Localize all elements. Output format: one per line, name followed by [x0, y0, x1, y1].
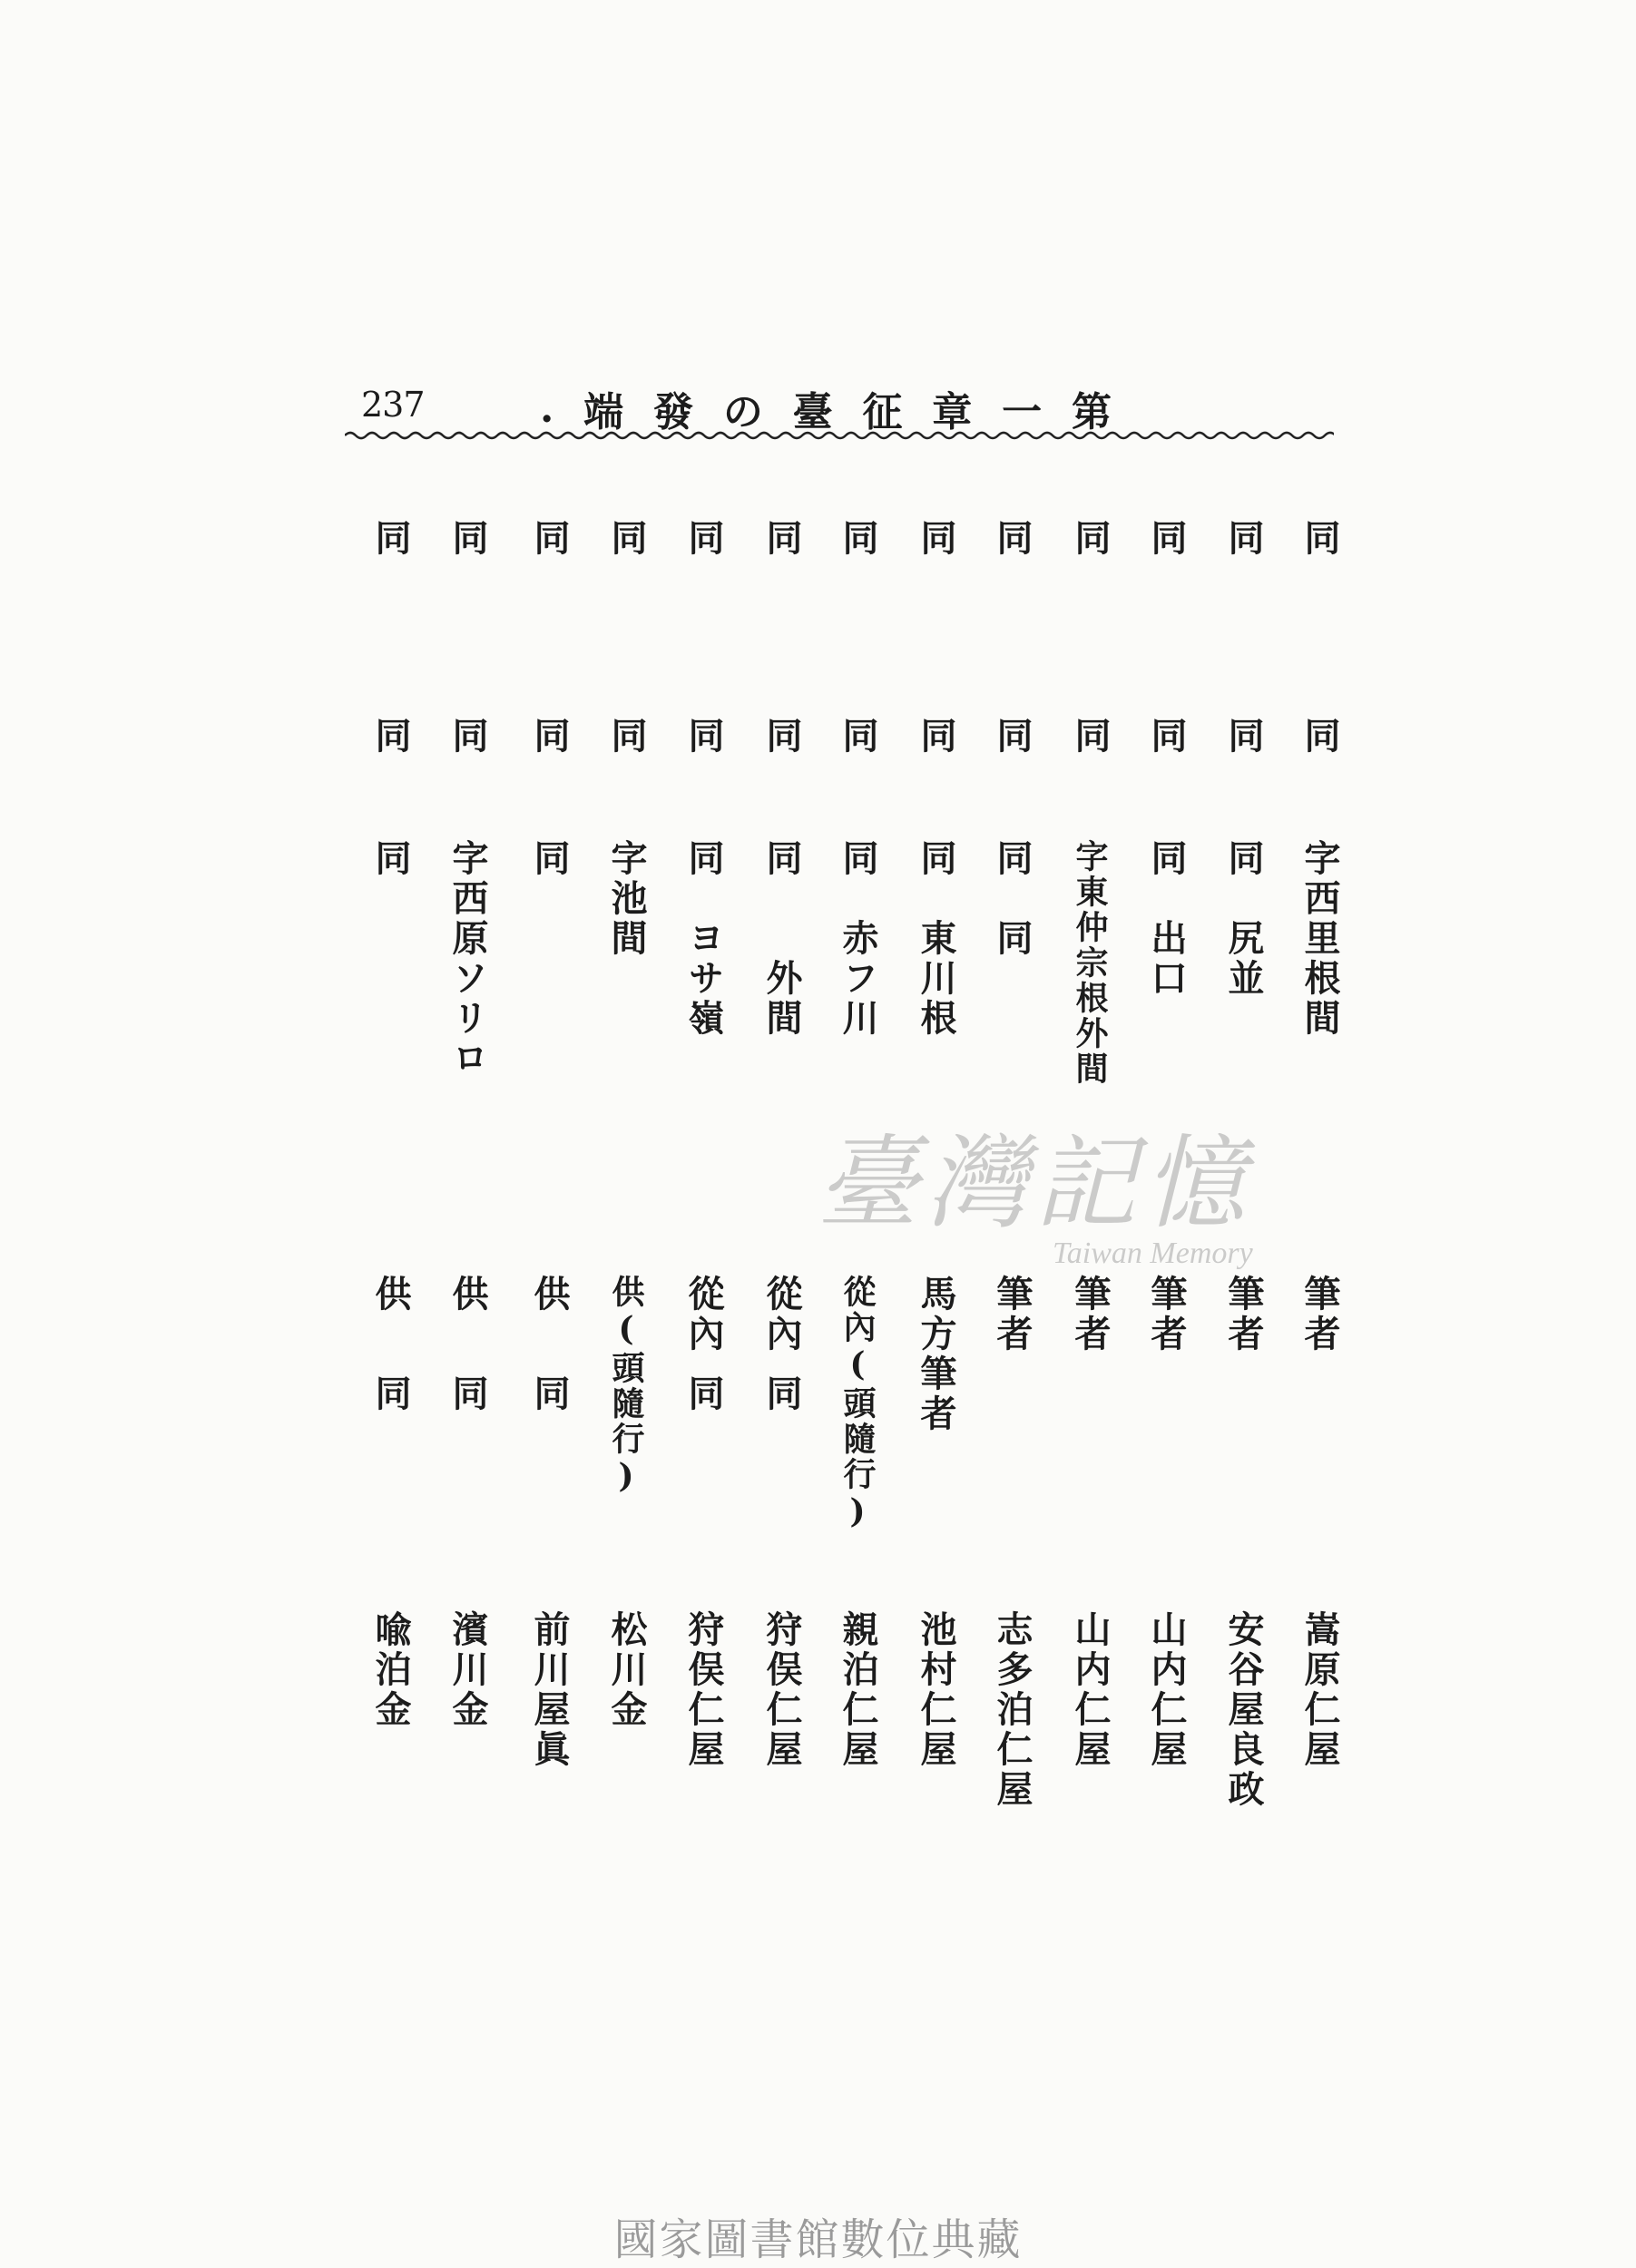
entry-village: 同	[446, 717, 489, 757]
entry-column-6	[904, 0, 967, 2268]
entry-locality: 同 同	[991, 839, 1034, 959]
entry-person-name: 喩泊金	[369, 1610, 412, 1730]
entry-person-name: 嵩原仁屋	[1298, 1610, 1341, 1770]
entry-village: 同	[682, 717, 725, 757]
entry-person-name: 山内仁屋	[1069, 1610, 1112, 1770]
entry-role: 馬方筆者	[915, 1275, 957, 1434]
entry-role: 筆者	[1069, 1275, 1112, 1354]
entry-locality: 同 東川根	[915, 839, 957, 1039]
watermark-subtitle: Taiwan Memory	[1053, 1237, 1253, 1270]
running-head-char: 發	[652, 389, 693, 435]
entry-locality: 字東仲宗根外間	[1071, 839, 1109, 1087]
entry-village: 同	[1222, 717, 1265, 757]
entry-column-4	[1058, 0, 1122, 2268]
entry-locality: 同 ヨサ嶺	[682, 839, 725, 1039]
entry-village: 同	[837, 519, 879, 559]
entry-locality: 同 外間	[760, 839, 803, 1039]
entry-person-name: 山内仁屋	[1145, 1610, 1188, 1770]
entry-role: 供	[446, 1275, 489, 1315]
entry-column-7	[826, 0, 889, 2268]
entry-column-3	[1134, 0, 1198, 2268]
entry-village: 同	[528, 519, 571, 559]
entry-village: 同	[605, 717, 648, 757]
entry-locality: 字池間	[605, 839, 648, 959]
entry-column-12	[436, 0, 499, 2268]
entry-locality: 同	[369, 839, 412, 879]
entry-locality: 同 赤フ川	[837, 839, 879, 1039]
entry-village: 同	[837, 717, 879, 757]
entry-role: 從內	[760, 1275, 803, 1354]
running-head-char: の	[722, 389, 763, 435]
entry-column-13	[358, 0, 422, 2268]
entry-locality: 字西原ソリロ	[446, 839, 489, 1079]
entry-village: 同	[528, 717, 571, 757]
watermark-title: 臺灣記憶	[817, 1125, 1252, 1243]
entry-locality: 字西里根間	[1298, 839, 1341, 1039]
running-head-char: 端	[583, 389, 624, 435]
entry-role: 筆者	[1298, 1275, 1341, 1354]
entry-role-extra: 同	[446, 1374, 489, 1414]
entry-locality: 同 尻並	[1222, 839, 1265, 999]
running-head-char: .	[540, 385, 554, 432]
entry-role: 從內(頭隨行)	[838, 1275, 877, 1533]
entry-village: 同	[1145, 519, 1188, 559]
entry-village: 同	[915, 717, 957, 757]
entry-village: 同	[1298, 519, 1341, 559]
entry-role: 供	[528, 1275, 571, 1315]
entry-person-name: 安谷屋良政	[1222, 1610, 1265, 1810]
entry-village: 同	[1222, 519, 1265, 559]
entry-column-8	[749, 0, 813, 2268]
running-head-char: 臺	[792, 389, 833, 435]
entry-role: 筆者	[991, 1275, 1034, 1354]
entry-role: 筆者	[1222, 1275, 1265, 1354]
entry-role-extra: 同	[682, 1374, 725, 1414]
entry-role: 筆者	[1145, 1275, 1188, 1354]
entry-village: 同	[915, 519, 957, 559]
entry-column-10	[594, 0, 658, 2268]
entry-locality: 同	[528, 839, 571, 879]
entry-village: 同	[760, 717, 803, 757]
page-number: 237	[361, 385, 425, 425]
entry-person-name: 濱川金	[446, 1610, 489, 1730]
entry-village: 同	[991, 717, 1034, 757]
entry-person-name: 前川屋眞	[528, 1610, 571, 1770]
entry-person-name: 狩俣仁屋	[760, 1610, 803, 1770]
entry-role: 供(頭隨行)	[607, 1275, 645, 1498]
entry-role-extra: 同	[528, 1374, 571, 1414]
running-head-char: 第	[1071, 389, 1112, 435]
entry-column-1	[1288, 0, 1351, 2268]
entry-village: 同	[1298, 717, 1341, 757]
entry-role-extra: 同	[760, 1374, 803, 1414]
entry-column-5	[980, 0, 1043, 2268]
entry-person-name: 池村仁屋	[915, 1610, 957, 1770]
entry-column-9	[671, 0, 735, 2268]
entry-person-name: 狩俣仁屋	[682, 1610, 725, 1770]
entry-column-2	[1211, 0, 1275, 2268]
entry-village: 同	[682, 519, 725, 559]
entry-person-name: 志多泊仁屋	[991, 1610, 1034, 1810]
entry-village: 同	[1069, 717, 1112, 757]
entry-person-name: 親泊仁屋	[837, 1610, 879, 1770]
running-head-char: 章	[932, 389, 973, 435]
entry-person-name: 松川金	[605, 1610, 648, 1730]
entry-role: 從內	[682, 1275, 725, 1354]
entry-village: 同	[605, 519, 648, 559]
entry-locality: 同 出口	[1145, 839, 1188, 999]
entry-village: 同	[369, 717, 412, 757]
running-head-char: 征	[862, 389, 903, 435]
entry-role-extra: 同	[369, 1374, 412, 1414]
entry-village: 同	[446, 519, 489, 559]
entry-column-11	[517, 0, 581, 2268]
running-head-char: 一	[1002, 389, 1043, 435]
entry-village: 同	[760, 519, 803, 559]
entry-village: 同	[1069, 519, 1112, 559]
entry-village: 同	[1145, 717, 1188, 757]
entry-village: 同	[369, 519, 412, 559]
library-footer-stamp: 國家圖書館數位典藏	[613, 2214, 1023, 2265]
entry-role: 供	[369, 1275, 412, 1315]
entry-village: 同	[991, 519, 1034, 559]
